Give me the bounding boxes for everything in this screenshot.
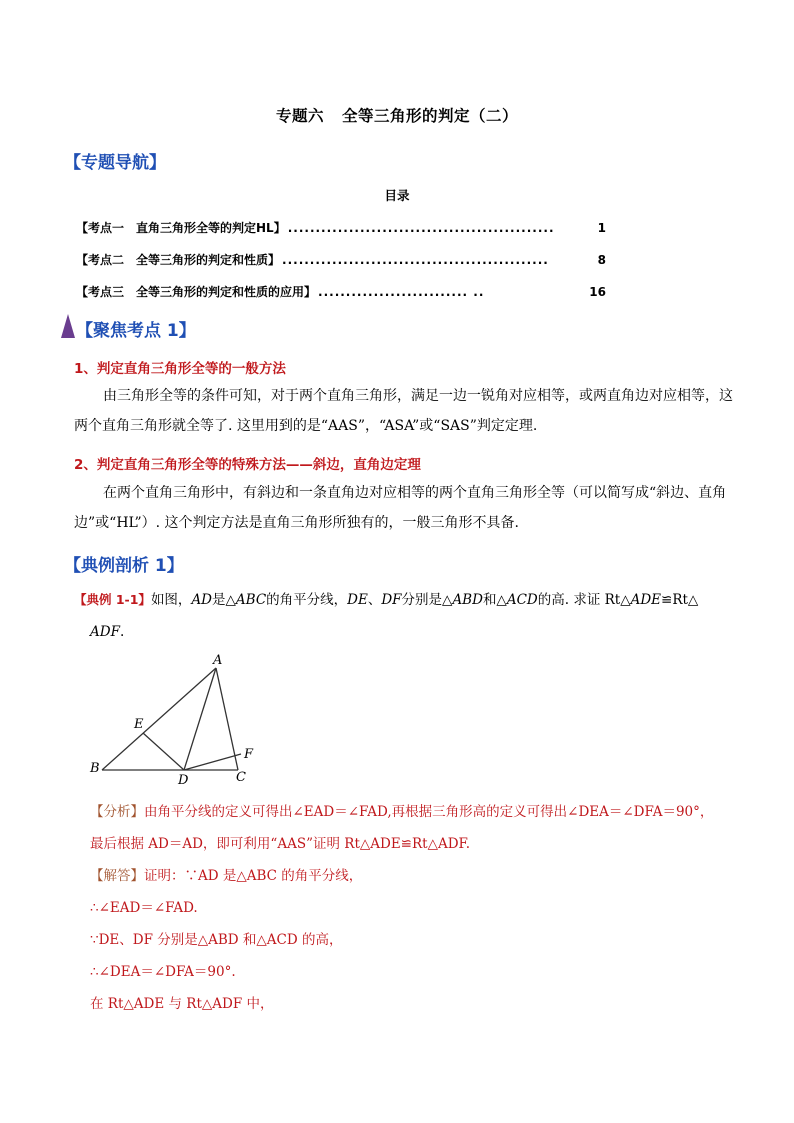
- math-var: ACD: [506, 592, 538, 608]
- method1-text: 由三角形全等的条件可知，对于两个直角三角形，满足一边一锐角对应相等，或两直角边对应相等，这两个直角三角形就全等了. 这里用到的是“AAS”，“ASA”或“SAS”判定定理.: [74, 388, 733, 434]
- height-df: [184, 754, 241, 770]
- solution-line: 在 Rt△ADE 与 Rt△ADF 中，: [90, 996, 274, 1012]
- vertex-label: C: [236, 770, 246, 785]
- analysis-line2: 最后根据 AD＝AD，即可利用“AAS”证明 Rt△ADE≌Rt△ADF.: [90, 836, 471, 852]
- toc-item[interactable]: [76, 219, 606, 236]
- example-text: 和△: [482, 592, 507, 608]
- method2-text: 在两个直角三角形中，有斜边和一条直角边对应相等的两个直角三角形全等（可以简写成“斜边、直角边”或“HL”）. 这个判定方法是直角三角形所独有的，一般三角形不具备.: [74, 485, 727, 531]
- toc-leader: ................................................: [287, 221, 555, 235]
- math-var: ABC: [235, 592, 267, 608]
- toc-item-label: 【考点三 全等三角形的判定和性质的应用】: [76, 285, 317, 299]
- toc-item[interactable]: [76, 283, 606, 300]
- toc-page-number: 16: [589, 285, 606, 299]
- vertex-label: B: [90, 761, 100, 776]
- toc-page-number: 1: [597, 221, 606, 235]
- analysis-tag: 【分析】: [90, 804, 144, 820]
- solution-line: ∴∠DEA＝∠DFA＝90°.: [90, 964, 236, 980]
- page-title: [0, 104, 794, 126]
- height-de: [143, 733, 184, 770]
- analysis-text: 由角平分线的定义可得出∠EAD＝∠FAD,再根据三角形高的定义可得出∠DEA＝∠DFA＝90°，: [144, 804, 714, 820]
- example-problem: [74, 584, 744, 648]
- example-text: ≌Rt△: [661, 592, 699, 608]
- solution-line: ∴∠EAD＝∠FAD.: [90, 900, 198, 916]
- focus-heading: 【聚焦考点 1】: [76, 321, 196, 341]
- math-var: ABD: [452, 592, 483, 608]
- vertex-label: D: [178, 773, 189, 788]
- math-var: DE: [347, 592, 368, 608]
- vertex-label: A: [213, 653, 223, 668]
- math-var: ADE: [630, 592, 662, 608]
- toc-heading: 目录: [384, 188, 410, 203]
- example-text: 、: [367, 592, 382, 608]
- math-var: ADF: [90, 624, 120, 640]
- example-heading: 【典例剖析 1】: [64, 556, 184, 576]
- method1-heading: 1、判定直角三角形全等的一般方法: [74, 361, 286, 377]
- solution-line: ∵DE、DF 分别是△ABD 和△ACD 的高，: [90, 932, 343, 948]
- example-text: 分别是△: [401, 592, 453, 608]
- math-var: AD: [191, 592, 213, 608]
- bisector-ad: [184, 668, 216, 770]
- vertex-label: F: [244, 747, 254, 762]
- toc-leader: ........................... ..: [318, 285, 485, 299]
- nav-heading: 【专题导航】: [64, 153, 166, 173]
- example-text: 的高. 求证 Rt△: [537, 592, 631, 608]
- toc-item-label: 【考点二 全等三角形的判定和性质】: [76, 253, 281, 267]
- toc-leader: ................................................: [282, 253, 549, 267]
- method2-heading: 2、判定直角三角形全等的特殊方法——斜边，直角边定理: [74, 457, 421, 473]
- example-tag: 【典例 1-1】: [74, 592, 151, 607]
- title-part2: 全等三角形的判定（二）: [342, 106, 519, 125]
- example-text: .: [119, 624, 125, 640]
- example-text: 如图，: [150, 592, 192, 608]
- example-text: 的角平分线，: [266, 592, 348, 608]
- vertex-label: E: [134, 717, 144, 732]
- analysis-line1: [90, 800, 750, 820]
- solution-text: 证明：∵AD 是△ABC 的角平分线，: [144, 868, 363, 884]
- math-var: DF: [381, 592, 402, 608]
- toc-page-number: 8: [597, 253, 606, 267]
- title-part1: 专题六: [275, 106, 324, 125]
- toc-item-label: 【考点一 直角三角形全等的判定HL】: [76, 221, 286, 235]
- triangle-figure: [86, 650, 266, 790]
- side-ab: [102, 668, 216, 770]
- solution-intro: [90, 864, 750, 884]
- triangle-marker-icon: [60, 313, 76, 339]
- toc-item[interactable]: [76, 251, 606, 268]
- solution-tag: 【解答】: [90, 868, 144, 884]
- side-ac: [216, 668, 238, 770]
- example-text: 是△: [212, 592, 236, 608]
